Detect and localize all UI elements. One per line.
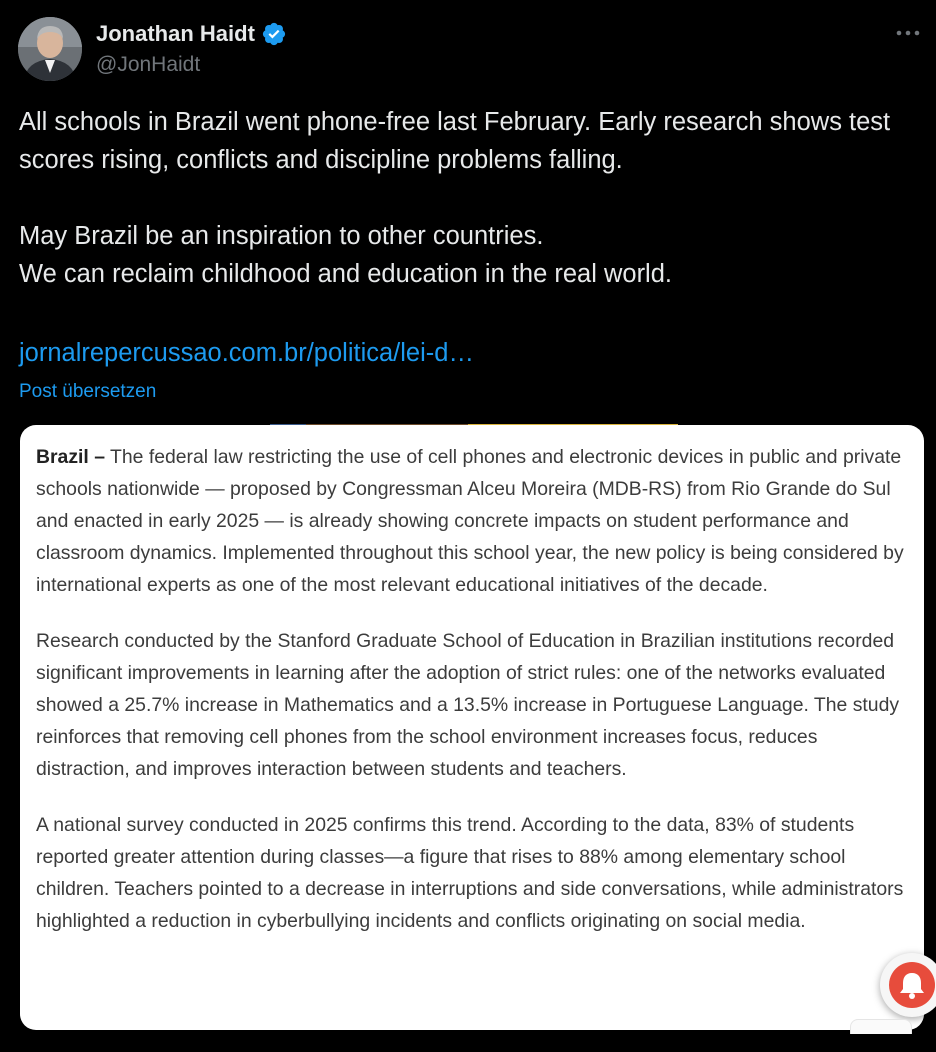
author-handle[interactable]: @JonHaidt (96, 53, 201, 76)
verified-badge-icon[interactable] (261, 21, 287, 47)
author-name[interactable]: Jonathan Haidt (96, 21, 255, 46)
article-paragraph-3: A national survey conducted in 2025 confirms this trend. According to the data, 83% of students reported greater attention during classes—a figure that rises to 88% among elementary school children. Teachers pointed to a decrease in interruptions and side conversations, while administrators highlighted a reduction in cyberbullying incidents and conflicts originating on social media. (36, 814, 904, 932)
translate-post-button[interactable]: Post übersetzen (19, 381, 157, 402)
post-header (18, 17, 922, 83)
more-options-icon[interactable] (894, 23, 922, 43)
article-image-card[interactable] (20, 425, 924, 1030)
bell-icon (889, 962, 935, 1008)
post-paragraph-2-line-2: We can reclaim childhood and education in the real world. (19, 260, 672, 288)
article-paragraph-1-text: The federal law restricting the use of cell phones and electronic devices in public and private schools nationwide — proposed by Congressman Alceu Moreira (MDB-RS) from Rio Grande do Sul and enacted in early 2025 — is already showing concrete impacts on student performance and classroom dynamics. Implemented throughout this school year, the new policy is being considered by international experts as one of the most relevant educational initiatives of the decade. (36, 446, 904, 596)
post-paragraph-2-line-1: May Brazil be an inspiration to other countries. (19, 222, 544, 250)
notification-bell-button[interactable] (880, 953, 936, 1017)
floating-tab[interactable] (850, 1019, 912, 1034)
post-link[interactable]: jornalrepercussao.com.br/politica/lei-d… (19, 339, 474, 367)
post-paragraph-1: All schools in Brazil went phone-free last February. Early research shows test scores rising, conflicts and discipline problems falling. (19, 108, 891, 174)
article-paragraph-1 (36, 441, 908, 601)
post-text (19, 103, 924, 293)
article-lead-label: Brazil – (36, 446, 105, 468)
article-paragraph-2: Research conducted by the Stanford Graduate School of Education in Brazilian institutions recorded significant improvements in learning after the adoption of strict rules: one of the networks evaluated showed a 25.7% increase in Mathematics and a 13.5% increase in Portuguese Language. The study reinforces that removing cell phones from the school environment increases focus, reduces distraction, and improves interaction between students and teachers. (36, 630, 900, 780)
author-avatar[interactable] (18, 17, 82, 81)
